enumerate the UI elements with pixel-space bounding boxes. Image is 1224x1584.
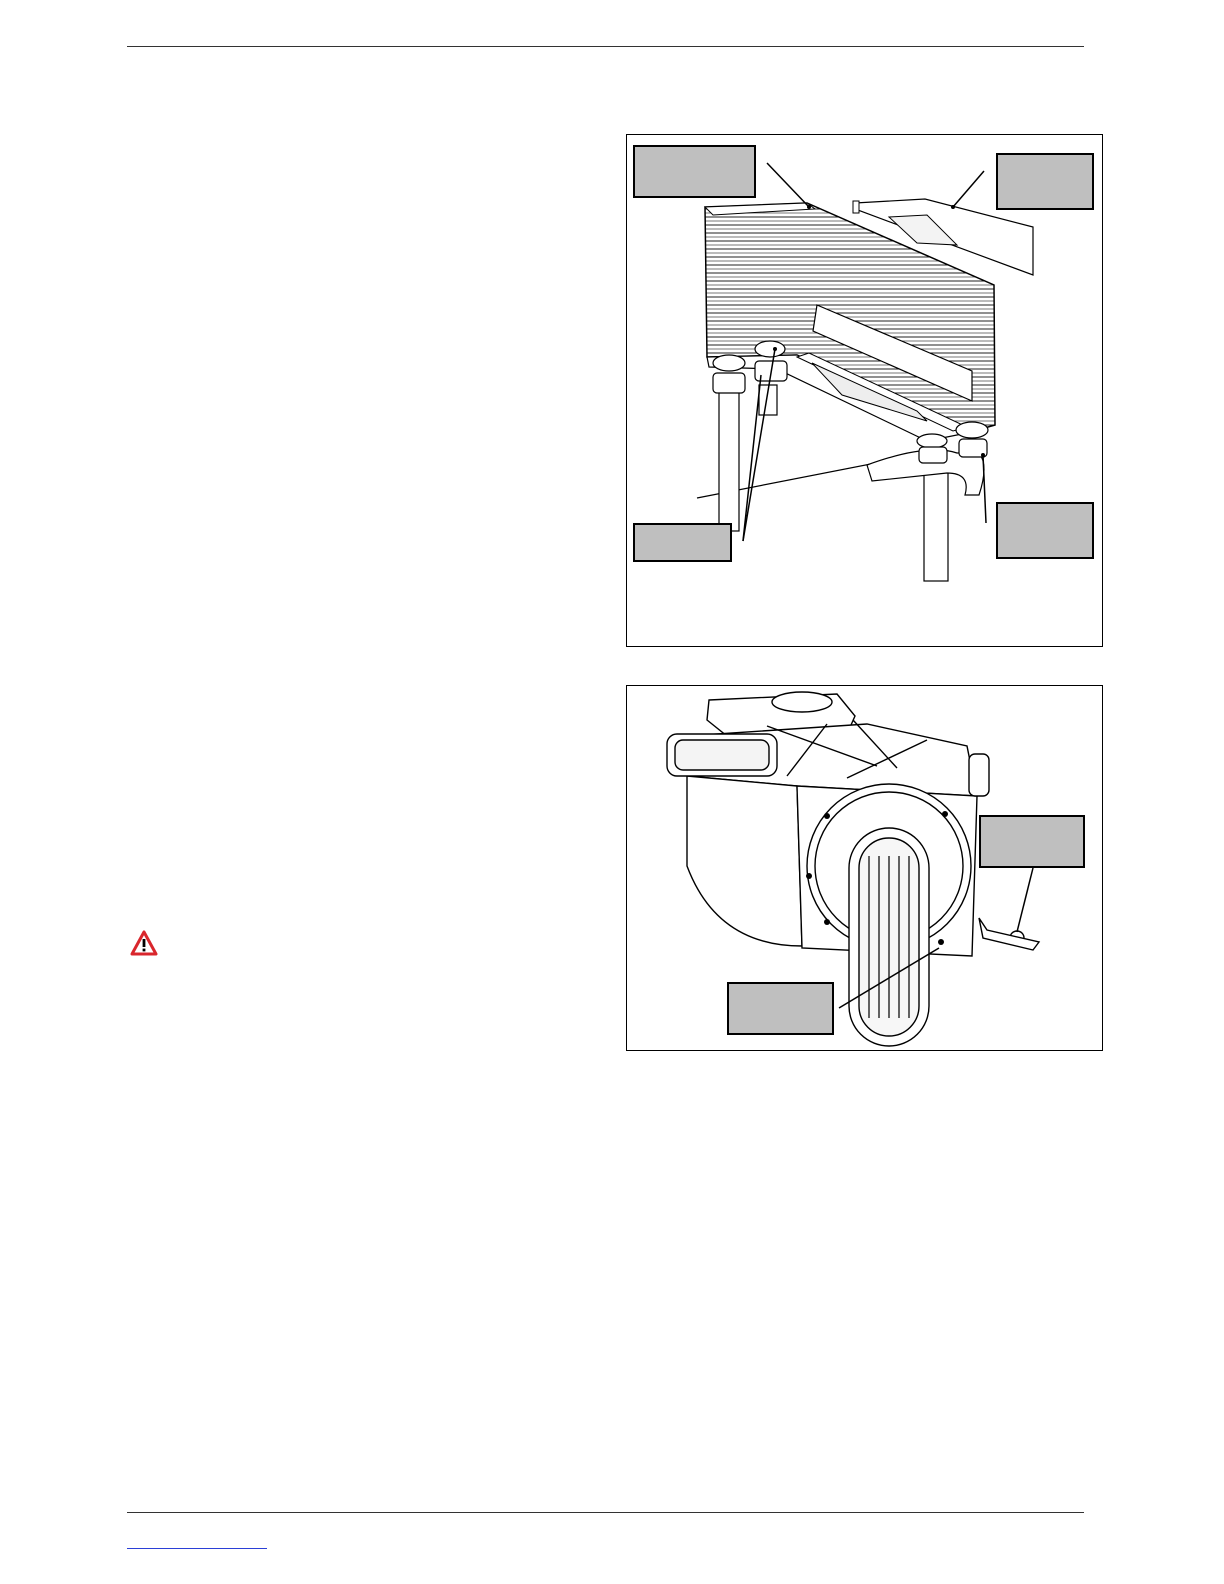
warning-triangle-icon bbox=[130, 930, 158, 956]
callout-label bbox=[633, 145, 756, 198]
heat-exchanger-figure bbox=[626, 134, 1103, 647]
callout-label bbox=[979, 815, 1085, 868]
callout-label bbox=[996, 502, 1094, 559]
burner-assembly-figure bbox=[626, 685, 1103, 1051]
footer-rule bbox=[127, 1512, 1084, 1513]
callout-label bbox=[633, 523, 732, 562]
heat-exchanger-drawing bbox=[627, 135, 1104, 648]
footer-link-underline[interactable] bbox=[127, 1548, 267, 1549]
burner-assembly-drawing bbox=[627, 686, 1104, 1052]
callout-label bbox=[727, 982, 834, 1035]
header-rule bbox=[127, 46, 1084, 47]
callout-label bbox=[996, 153, 1094, 210]
